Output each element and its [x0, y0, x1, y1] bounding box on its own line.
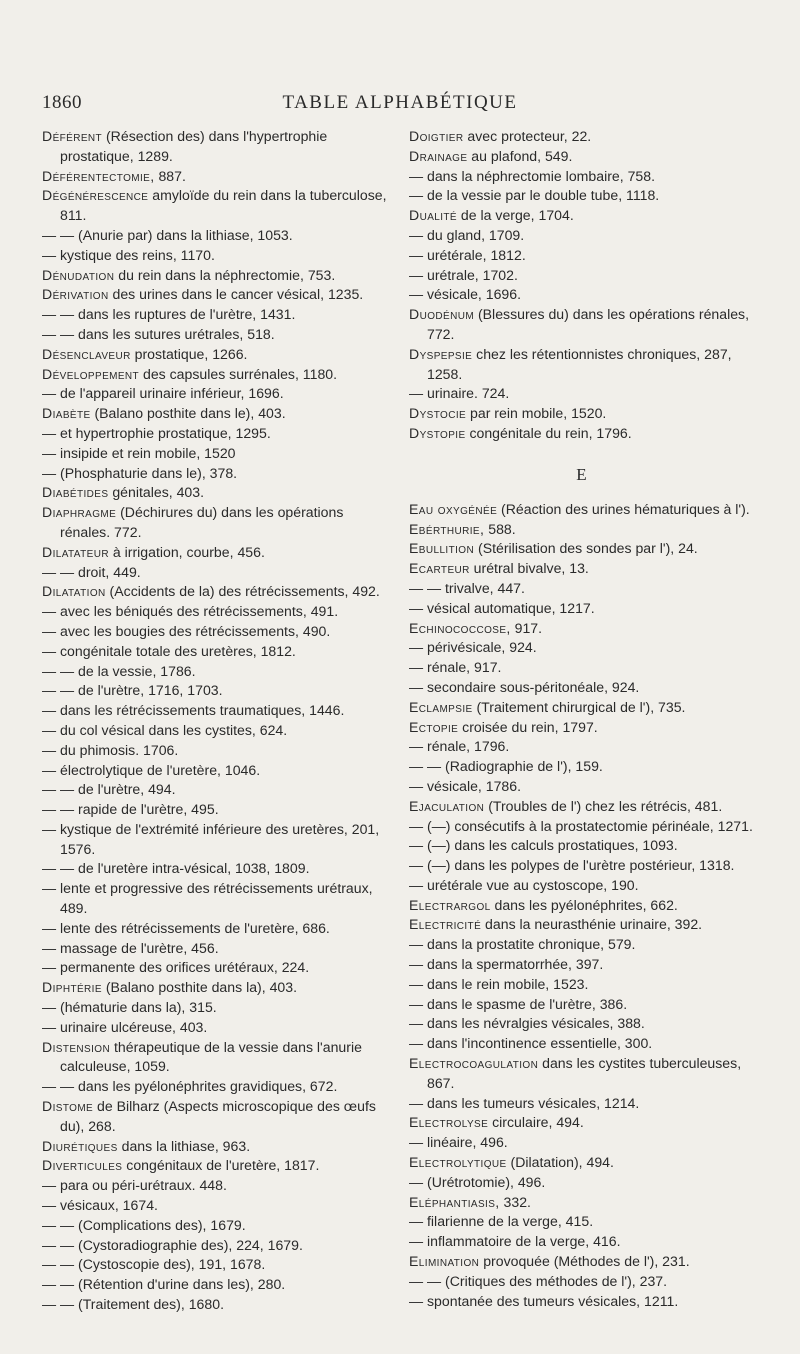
entry-text: — — rapide de l'urètre, 495. — [42, 801, 219, 818]
entry-text: (Balano posthite dans le), 403. — [90, 405, 286, 422]
index-entry — [409, 226, 754, 246]
index-entry — [42, 1156, 387, 1176]
entry-text: (Dilatation), 494. — [506, 1154, 614, 1171]
entry-text: — — (Cystoradiographie des), 224, 1679. — [42, 1236, 303, 1253]
entry-text: — dans les rétrécissements traumatiques, 1446. — [42, 702, 345, 719]
index-entry — [42, 978, 387, 998]
index-entry — [42, 958, 387, 978]
entry-text: — — de l'urètre, 494. — [42, 781, 176, 798]
index-entry — [42, 1275, 387, 1295]
entry-headword: Electrargol — [409, 896, 491, 913]
entry-headword: Diabète — [42, 405, 91, 422]
index-entry — [409, 1212, 754, 1232]
entry-text: — inflammatoire de la verge, 416. — [409, 1233, 621, 1250]
index-entry — [42, 721, 387, 741]
entry-text: (Déchirures du) dans les opérations rénales. 772. — [60, 504, 344, 540]
index-entry — [42, 780, 387, 800]
entry-headword: Elimination — [409, 1253, 480, 1270]
index-entry — [409, 995, 754, 1015]
entry-text: génitales, 403. — [108, 484, 205, 501]
entry-text: au plafond, 549. — [467, 147, 573, 164]
page-header — [0, 92, 800, 116]
entry-headword: Electricité — [409, 916, 482, 933]
entry-text: — — dans les ruptures de l'urètre, 1431. — [42, 306, 296, 323]
running-title: TABLE ALPHABÉTIQUE — [282, 92, 518, 113]
entry-text: — de la vessie par le double tube, 1118. — [409, 187, 660, 204]
entry-text: prostatique, 1266. — [130, 345, 248, 362]
entry-text: des urines dans le cancer vésical, 1235. — [108, 286, 364, 303]
index-entry — [409, 285, 754, 305]
index-entry — [409, 1272, 754, 1292]
index-entry — [409, 1153, 754, 1173]
index-entry — [42, 365, 387, 385]
index-entry — [409, 520, 754, 540]
entry-text: — vésicale, 1696. — [409, 286, 522, 303]
entry-headword: Dilatation — [42, 583, 106, 600]
index-column-right — [409, 127, 754, 1311]
entry-headword: Diphtérie — [42, 979, 102, 996]
entry-text: — rénale, 1796. — [409, 738, 510, 755]
index-entry — [409, 896, 754, 916]
index-entry — [42, 1295, 387, 1315]
entry-text: avec protecteur, 22. — [463, 128, 592, 144]
index-entry — [42, 741, 387, 761]
entry-headword: Dégénérescence — [42, 187, 149, 204]
index-entry — [409, 777, 754, 797]
entry-headword: Diaphragme — [42, 504, 117, 521]
entry-headword: Electrolytique — [409, 1154, 507, 1171]
index-entry — [42, 939, 387, 959]
entry-text: — (Urétrotomie), 496. — [409, 1173, 546, 1190]
index-entry — [409, 559, 754, 579]
entry-headword: Echinococcose, — [409, 619, 511, 636]
entry-text: — — (Traitement des), 1680. — [42, 1296, 224, 1313]
index-entry — [409, 1133, 754, 1153]
index-entry — [42, 1077, 387, 1097]
index-entry — [42, 424, 387, 444]
entry-headword: Dérivation — [42, 286, 109, 303]
entry-text: — vésicale, 1786. — [409, 777, 522, 794]
entry-text: de la verge, 1704. — [457, 207, 574, 224]
entry-headword: Dilatateur — [42, 543, 109, 560]
entry-text: (Traitement chirurgical de l'), 735. — [472, 698, 686, 715]
entry-text: de Bilharz (Aspects microscopique des œufs du), 268. — [60, 1098, 376, 1134]
entry-text: — — droit, 449. — [42, 563, 141, 580]
entry-text: — dans la néphrectomie lombaire, 758. — [409, 167, 655, 184]
entry-headword: Diurétiques — [42, 1137, 118, 1154]
entry-headword: Drainage — [409, 147, 468, 164]
entry-text: dans la lithiase, 963. — [117, 1137, 251, 1154]
entry-text: — secondaire sous-péritonéale, 924. — [409, 678, 640, 695]
index-entry — [409, 1292, 754, 1312]
entry-text: — périvésicale, 924. — [409, 639, 537, 656]
entry-text: dans les pyélonéphrites, 662. — [490, 896, 678, 913]
index-entry — [42, 543, 387, 563]
index-entry — [42, 1097, 387, 1137]
index-entry — [42, 1038, 387, 1078]
entry-text: — dans les névralgies vésicales, 388. — [409, 1015, 645, 1032]
entry-text: — de l'appareil urinaire inférieur, 1696. — [42, 385, 284, 402]
index-entry — [409, 757, 754, 777]
index-entry — [42, 879, 387, 919]
entry-text: — permanente des orifices urétéraux, 224. — [42, 959, 310, 976]
entry-text: — dans la spermatorrhée, 397. — [409, 956, 604, 973]
index-entry — [409, 1232, 754, 1252]
entry-text: — — (Anurie par) dans la lithiase, 1053. — [42, 226, 293, 243]
index-entry — [409, 500, 754, 520]
entry-text: — (—) dans les calculs prostatiques, 1093. — [409, 837, 678, 854]
entry-text: — urétrale, 1702. — [409, 266, 518, 283]
entry-text: — urétérale, 1812. — [409, 246, 526, 263]
entry-text: — — (Critiques des méthodes de l'), 237. — [409, 1272, 668, 1289]
entry-headword: Dystocie — [409, 405, 467, 422]
section-letter: E — [576, 464, 587, 484]
index-entry — [42, 622, 387, 642]
index-entry — [409, 206, 754, 226]
index-entry — [409, 975, 754, 995]
entry-text: — kystique de l'extrémité inférieure des uretères, 201, 1576. — [42, 820, 380, 857]
entry-text: — — de l'urètre, 1716, 1703. — [42, 682, 223, 699]
index-entry — [42, 1236, 387, 1256]
entry-text: (Stérilisation des sondes par l'), 24. — [474, 540, 698, 557]
entry-text: des capsules surrénales, 1180. — [139, 365, 338, 382]
entry-text: — lente des rétrécissements de l'uretère, 686. — [42, 919, 330, 936]
index-entry — [409, 817, 754, 837]
index-entry — [42, 662, 387, 682]
entry-text: — (Phosphaturie dans le), 378. — [42, 464, 238, 481]
entry-headword: Désenclaveur — [42, 345, 131, 362]
entry-headword: Ejaculation — [409, 797, 485, 814]
index-entry — [42, 563, 387, 583]
entry-headword: Dénudation — [42, 266, 115, 283]
index-entry — [42, 919, 387, 939]
entry-headword: Ectopie — [409, 718, 459, 735]
index-entry — [409, 638, 754, 658]
index-entry — [42, 701, 387, 721]
index-entry — [409, 1193, 754, 1213]
entry-text: 588. — [484, 520, 516, 537]
index-entry — [409, 955, 754, 975]
index-entry — [409, 619, 754, 639]
entry-text: — électrolytique de l'uretère, 1046. — [42, 761, 261, 778]
index-entry — [409, 246, 754, 266]
entry-text: (Balano posthite dans la), 403. — [101, 979, 297, 996]
entry-headword: Duodénum — [409, 306, 475, 323]
index-entry — [42, 1255, 387, 1275]
index-entry — [409, 539, 754, 559]
entry-text: — congénitale totale des uretères, 1812. — [42, 642, 296, 659]
index-entry — [409, 658, 754, 678]
index-entry — [409, 698, 754, 718]
index-entry — [409, 1054, 754, 1094]
index-entry — [409, 305, 754, 345]
entry-text: — avec les béniqués des rétrécissements, 491. — [42, 603, 339, 620]
index-entry — [409, 599, 754, 619]
entry-text: — — dans les sutures urétrales, 518. — [42, 325, 275, 342]
index-entry — [42, 167, 387, 187]
entry-text: — (—) dans les polypes de l'urètre postérieur, 1318. — [409, 857, 735, 874]
entry-headword: Dystopie — [409, 424, 466, 441]
entry-headword: Déférentectomie, — [42, 167, 155, 184]
index-entry — [42, 464, 387, 484]
index-entry — [42, 800, 387, 820]
entry-headword: Distension — [42, 1038, 111, 1055]
index-entry — [409, 1094, 754, 1114]
index-entry — [42, 642, 387, 662]
entry-text: (Accidents de la) des rétrécissements, 492. — [105, 583, 380, 600]
index-entry — [409, 186, 754, 206]
entry-text: — — (Complications des), 1679. — [42, 1216, 246, 1233]
index-entry — [42, 681, 387, 701]
entry-headword: Diverticules — [42, 1157, 123, 1174]
index-entry — [42, 761, 387, 781]
entry-text: — du col vésical dans les cystites, 624. — [42, 721, 288, 738]
entry-text: — filarienne de la verge, 415. — [409, 1213, 594, 1230]
entry-text: congénitaux de l'uretère, 1817. — [122, 1157, 320, 1174]
entry-text: dans la neurasthénie urinaire, 392. — [481, 916, 703, 933]
index-entry — [42, 186, 387, 226]
index-entry — [42, 325, 387, 345]
entry-headword: Eléphantiasis, — [409, 1193, 500, 1210]
index-entry — [42, 1216, 387, 1236]
entry-text: — dans l'incontinence essentielle, 300. — [409, 1035, 653, 1052]
entry-text: (Troubles de l') chez les rétrécis, 481. — [484, 797, 723, 814]
page-number: 1860 — [42, 92, 82, 113]
entry-text: — avec les bougies des rétrécissements, 490. — [42, 622, 331, 639]
entry-text: amyloïde du rein dans la tuberculose, 811. — [60, 187, 387, 224]
index-entry — [42, 1018, 387, 1038]
index-entry — [409, 147, 754, 167]
index-entry — [42, 820, 387, 860]
index-entry — [42, 305, 387, 325]
entry-text: — rénale, 917. — [409, 659, 502, 676]
entry-text: par rein mobile, 1520. — [466, 405, 607, 422]
entry-text: — — de la vessie, 1786. — [42, 662, 196, 679]
entry-text: — vésical automatique, 1217. — [409, 599, 595, 616]
index-entry — [42, 1137, 387, 1157]
entry-text: thérapeutique de la vessie dans l'anurie calculeuse, 1059. — [60, 1038, 362, 1075]
entry-headword: Dualité — [409, 207, 457, 224]
entry-text: à irrigation, courbe, 456. — [108, 543, 265, 560]
entry-headword: Electrocoagulation — [409, 1055, 539, 1072]
entry-text: — — trivalve, 447. — [409, 579, 525, 596]
entry-headword: Développement — [42, 365, 140, 382]
index-entry — [409, 737, 754, 757]
entry-text: 332. — [499, 1193, 531, 1210]
entry-headword: Déférent — [42, 128, 103, 144]
entry-text: — dans le rein mobile, 1523. — [409, 975, 589, 992]
entry-text: — — (Rétention d'urine dans les), 280. — [42, 1276, 286, 1293]
index-entry — [409, 856, 754, 876]
entry-text: — (hématurie dans la), 315. — [42, 999, 217, 1016]
index-entry — [409, 1014, 754, 1034]
index-entry — [409, 1252, 754, 1272]
index-entry — [409, 915, 754, 935]
index-entry — [409, 266, 754, 286]
entry-headword: Eclampsie — [409, 698, 473, 715]
entry-text: chez les rétentionnistes chroniques, 287, 1258. — [427, 345, 732, 382]
entry-text: — — (Cystoscopie des), 191, 1678. — [42, 1256, 266, 1273]
index-entry — [409, 1113, 754, 1133]
entry-headword: Eau oxygénée — [409, 500, 498, 517]
entry-text: — insipide et rein mobile, 1520 — [42, 444, 236, 461]
entry-text: — dans le spasme de l'urètre, 386. — [409, 995, 628, 1012]
entry-text: croisée du rein, 1797. — [458, 718, 598, 735]
entry-text: — spontanée des tumeurs vésicales, 1211. — [409, 1292, 679, 1309]
index-entry — [42, 1196, 387, 1216]
entry-text: — kystique des reins, 1170. — [42, 246, 215, 263]
entry-text: — para ou péri-urétraux. 448. — [42, 1177, 227, 1194]
index-entry — [42, 285, 387, 305]
index-entry — [409, 127, 754, 147]
index-entry — [409, 424, 754, 444]
index-column-left — [42, 127, 387, 1315]
index-entry — [42, 859, 387, 879]
entry-text: circulaire, 494. — [488, 1114, 584, 1131]
index-entry — [42, 127, 387, 167]
index-entry — [409, 678, 754, 698]
entry-text: — dans la prostatite chronique, 579. — [409, 936, 636, 953]
entry-text: — dans les tumeurs vésicales, 1214. — [409, 1094, 640, 1111]
entry-text: — vésicaux, 1674. — [42, 1197, 158, 1214]
entry-text: — (—) consécutifs à la prostatectomie périnéale, 1271. — [409, 817, 753, 834]
index-entry — [409, 797, 754, 817]
index-entry — [409, 836, 754, 856]
entry-text: du rein dans la néphrectomie, 753. — [114, 266, 336, 283]
index-entry — [42, 483, 387, 503]
entry-text: — urinaire. 724. — [409, 385, 510, 402]
entry-text: (Blessures du) dans les opérations rénales, 772. — [427, 306, 750, 342]
entry-headword: Ecarteur — [409, 560, 470, 577]
index-entry — [42, 444, 387, 464]
index-entry — [409, 579, 754, 599]
index-entry — [409, 876, 754, 896]
index-entry — [42, 404, 387, 424]
entry-text: — massage de l'urètre, 456. — [42, 939, 219, 956]
index-entry — [42, 226, 387, 246]
entry-text: — du gland, 1709. — [409, 226, 525, 243]
entry-text: congénitale du rein, 1796. — [465, 424, 632, 441]
entry-text: dans les cystites tuberculeuses, 867. — [427, 1055, 742, 1091]
entry-text: — — de l'uretère intra-vésical, 1038, 1809. — [42, 860, 310, 877]
entry-text: — urinaire ulcéreuse, 403. — [42, 1018, 208, 1035]
index-entry — [409, 718, 754, 738]
index-entry — [409, 1034, 754, 1054]
index-entry — [42, 503, 387, 543]
entry-text: — — (Radiographie de l'), 159. — [409, 758, 603, 775]
entry-headword: Dyspepsie — [409, 345, 473, 362]
entry-headword: Doigtier — [409, 128, 464, 144]
entry-text: provoquée (Méthodes de l'), 231. — [479, 1253, 690, 1270]
entry-headword: Electrolyse — [409, 1114, 489, 1131]
entry-text: — — dans les pyélonéphrites gravidiques, 672. — [42, 1078, 338, 1095]
entry-text: — et hypertrophie prostatique, 1295. — [42, 424, 271, 441]
index-entry — [409, 404, 754, 424]
entry-text: — lente et progressive des rétrécissements urétraux, 489. — [42, 880, 373, 917]
index-entry — [409, 167, 754, 187]
entry-headword: Ebérthurie, — [409, 520, 485, 537]
index-entry — [42, 602, 387, 622]
index-entry — [409, 1173, 754, 1193]
entry-text: 917. — [510, 619, 543, 636]
entry-headword: Diabétides — [42, 484, 109, 501]
index-entry — [42, 384, 387, 404]
index-entry — [42, 246, 387, 266]
index-entry — [42, 345, 387, 365]
entry-headword: Ebullition — [409, 540, 475, 557]
index-entry — [409, 384, 754, 404]
entry-text: (Réaction des urines hématuriques à l'). — [497, 500, 750, 517]
index-entry — [42, 1176, 387, 1196]
index-entry — [42, 998, 387, 1018]
entry-text: — urétérale vue au cystoscope, 190. — [409, 876, 639, 893]
entry-text: 887. — [154, 167, 186, 184]
index-entry — [42, 266, 387, 286]
index-entry — [409, 935, 754, 955]
index-entry — [42, 582, 387, 602]
entry-text: — linéaire, 496. — [409, 1134, 508, 1151]
entry-text: (Résection des) dans l'hypertrophie prostatique, 1289. — [60, 128, 328, 164]
entry-headword: Distome — [42, 1098, 94, 1115]
entry-text: — du phimosis. 1706. — [42, 741, 179, 758]
index-entry — [409, 345, 754, 385]
entry-text: urétral bivalve, 13. — [469, 560, 589, 577]
